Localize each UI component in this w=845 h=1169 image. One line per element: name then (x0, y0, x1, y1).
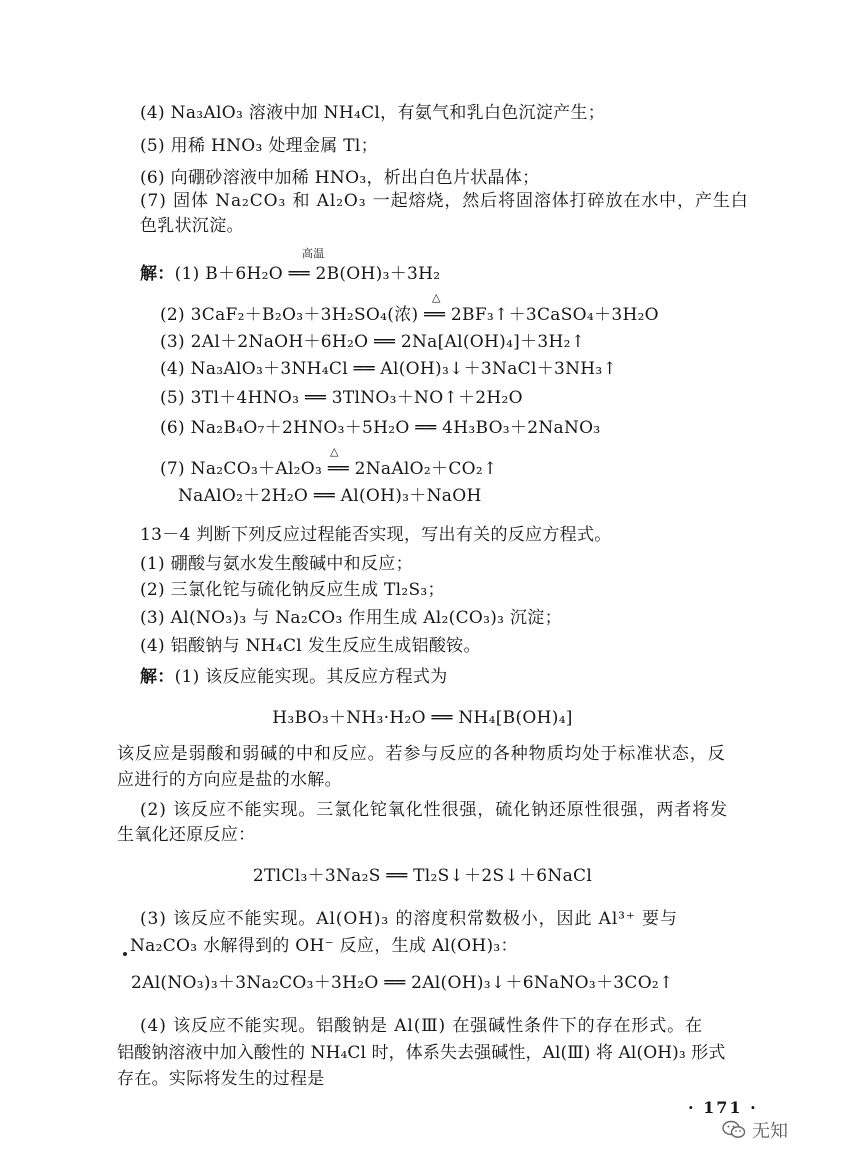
solution-line-2: (2) 3CaF₂＋B₂O₃＋3H₂SO₄(浓) ══ 2BF₃↑＋3CaSO₄＋3H₂O (160, 305, 659, 325)
solution-label: 解： (140, 264, 175, 284)
problem-item-3: (3) Al(NO₃)₃ 与 Na₂CO₃ 作用生成 Al₂(CO₃)₃ 沉淀； (140, 608, 562, 628)
paragraph-line: 铝酸钠溶液中加入酸性的 NH₄Cl 时，体系失去强碱性，Al(Ⅲ) 将 Al(OH)₃ 形式 (117, 1043, 726, 1063)
paragraph-line: 该反应是弱酸和弱碱的中和反应。若参与反应的各种物质均处于标准状态，反 (117, 744, 726, 764)
solution-label: 解： (140, 667, 175, 687)
solution-line-5: (5) 3Tl＋4HNO₃ ══ 3TlNO₃＋NO↑＋2H₂O (160, 388, 523, 408)
reaction-condition: 高温 (302, 247, 325, 260)
paragraph-line: Na₂CO₃ 水解得到的 OH⁻ 反应，生成 Al(OH)₃： (130, 936, 518, 956)
solution-line-1 (140, 262, 440, 286)
solution-line-4: (4) Na₃AlO₃＋3NH₄Cl ══ Al(OH)₃↓＋3NaCl＋3NH₃↑ (160, 359, 618, 379)
equation: (1) B＋6H₂O ══ 2B(OH)₃＋3H₂ (174, 264, 441, 284)
solution-line-3: (3) 2Al＋2NaOH＋6H₂O ══ 2Na[Al(OH)₄]＋3H₂↑ (160, 332, 586, 352)
answer-4: (4) 该反应不能实现。铝酸钠是 Al(Ⅲ) 在强碱性条件下的存在形式。在 (140, 1016, 703, 1036)
solution-line-7: (7) Na₂CO₃＋Al₂O₃ ══ 2NaAlO₂＋CO₂↑ (160, 459, 498, 479)
question-item-5: (5) 用稀 HNO₃ 处理金属 Tl； (140, 136, 378, 156)
solution-line-7b: NaAlO₂＋2H₂O ══ Al(OH)₃＋NaOH (178, 486, 482, 506)
equation-1: H₃BO₃＋NH₃·H₂O ══ NH₄[B(OH)₄] (272, 708, 573, 728)
answer-2: (2) 该反应不能实现。三氯化铊氧化性很强，硫化钠还原性很强，两者将发 (140, 800, 728, 820)
problem-item-1: (1) 硼酸与氨水发生酸碱中和反应； (140, 554, 413, 574)
equation-3: 2Al(NO₃)₃＋3Na₂CO₃＋3H₂O ══ 2Al(OH)₃↓＋6NaNO₃＋3CO₂↑ (131, 973, 674, 993)
watermark (722, 1117, 788, 1143)
wechat-icon (722, 1120, 746, 1140)
problem-item-4: (4) 铝酸钠与 NH₄Cl 发生反应生成铝酸铵。 (140, 636, 481, 656)
question-item-7: (7) 固体 Na₂CO₃ 和 Al₂O₃ 一起熔烧，然后将固溶体打碎放在水中，产生白 (140, 191, 749, 211)
problem-title: 13－4 判断下列反应过程能否实现，写出有关的反应方程式。 (140, 525, 612, 545)
answer-3: (3) 该反应不能实现。Al(OH)₃ 的溶度积常数极小，因此 Al³⁺ 要与 (140, 909, 678, 929)
answer-text: (1) 该反应能实现。其反应方程式为 (174, 667, 448, 687)
problem-item-2: (2) 三氯化铊与硫化钠反应生成 Tl₂S₃； (140, 580, 445, 600)
paragraph-line: 应进行的方向应是盐的水解。 (117, 770, 342, 790)
solution-line-6: (6) Na₂B₄O₇＋2HNO₃＋5H₂O ══ 4H₃BO₃＋2NaNO₃ (160, 418, 601, 438)
page-number: · 171 · (688, 1098, 758, 1117)
reaction-condition: △ (432, 291, 441, 304)
watermark-text: 无知 (752, 1121, 788, 1142)
answer-1 (140, 665, 448, 689)
scan-mark (123, 952, 127, 956)
reaction-condition: △ (330, 445, 339, 458)
question-item-6: (6) 向硼砂溶液中加稀 HNO₃，析出白色片状晶体； (140, 168, 540, 188)
equation-2: 2TlCl₃＋3Na₂S ══ Tl₂S↓＋2S↓＋6NaCl (252, 866, 593, 886)
question-item-7-cont: 色乳状沉淀。 (140, 216, 244, 236)
question-item-4: (4) Na₃AlO₃ 溶液中加 NH₄Cl，有氨气和乳白色沉淀产生； (140, 103, 606, 123)
paragraph-line: 存在。实际将发生的过程是 (117, 1069, 325, 1089)
paragraph-line: 生氧化还原反应： (117, 825, 256, 845)
